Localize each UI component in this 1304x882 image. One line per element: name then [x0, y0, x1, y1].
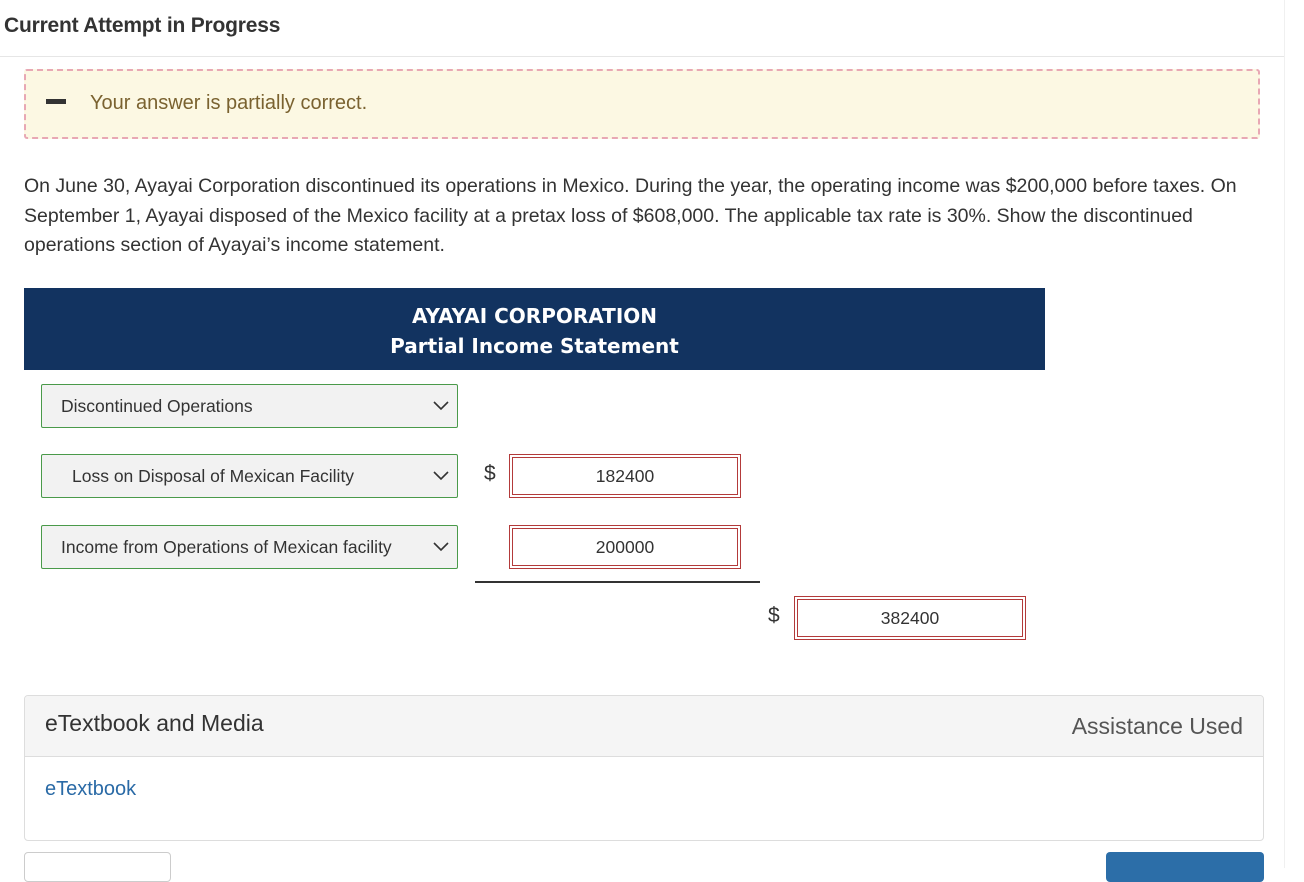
etextbook-panel-header	[25, 696, 1263, 757]
subtotal-rule	[475, 581, 760, 583]
select-value: Loss on Disposal of Mexican Facility	[72, 466, 355, 486]
select-value: Income from Operations of Mexican facility	[61, 537, 392, 557]
etextbook-panel	[24, 695, 1264, 841]
chevron-down-icon	[432, 468, 450, 482]
statement-subtitle: Partial Income Statement	[390, 334, 679, 358]
line-item-select-1[interactable]	[41, 454, 458, 498]
question-text: On June 30, Ayayai Corporation discontinued its operations in Mexico. During the year, the operating income was $200,000 before taxes. On September 1, Ayayai disposed of the Mexico facility at a pretax loss of $608,000. The applicable tax rate is 30%. Show the discontinued operations section of Ayayai’s income statement.	[24, 175, 1237, 256]
feedback-message: Your answer is partially correct.	[90, 92, 368, 114]
line-item-select-2[interactable]	[41, 525, 458, 569]
amount-value: 182400	[512, 457, 738, 495]
total-input[interactable]	[794, 596, 1026, 640]
attempt-title: Current Attempt in Progress	[4, 14, 281, 37]
chevron-down-icon	[432, 539, 450, 553]
feedback-banner	[24, 69, 1260, 139]
currency-symbol: $	[768, 604, 780, 627]
amount-input-2[interactable]	[509, 525, 741, 569]
section-heading-select[interactable]	[41, 384, 458, 428]
assistance-used-label: Assistance Used	[1071, 713, 1243, 739]
amount-input-1[interactable]	[509, 454, 741, 498]
company-name: AYAYAI CORPORATION	[411, 304, 658, 328]
total-value: 382400	[797, 599, 1023, 637]
secondary-button[interactable]	[24, 852, 171, 882]
amount-value: 200000	[512, 528, 738, 566]
select-value: Discontinued Operations	[61, 396, 253, 416]
etextbook-panel-title: eTextbook and Media	[45, 710, 264, 736]
header-divider	[0, 56, 1284, 57]
etextbook-link[interactable]: eTextbook	[45, 778, 137, 800]
statement-header	[24, 288, 1045, 370]
partial-correct-icon	[46, 99, 66, 104]
chevron-down-icon	[432, 398, 450, 412]
primary-button[interactable]	[1106, 852, 1264, 882]
right-divider	[1284, 0, 1285, 868]
currency-symbol: $	[484, 462, 496, 485]
